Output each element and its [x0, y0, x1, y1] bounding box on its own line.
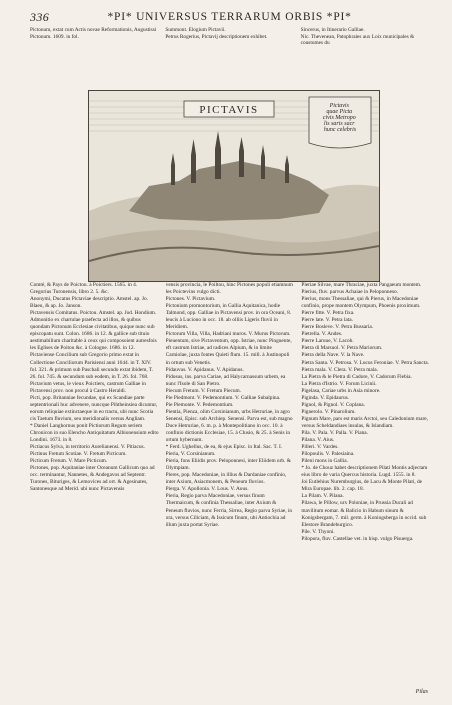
page-number: 336: [30, 9, 50, 24]
entry: Pictaviense Concilium sub Gregorio primo extat in Collectione Conciliorum Parisiensi anni 1644. in T. XIV. fol. 321. & primum sub Paschali secundo extat ibidem, T. 26. fol. 745. & secundum sub eodem, in T. 26. fol. 768.: [30, 352, 154, 380]
text-column-middle: [166, 282, 295, 692]
entry: La Pietra & le Pietra di Cadore, V. Cadorum Flebia.: [301, 373, 412, 380]
entry: Pieuentum, sive Pictaventum, opp. Istriae, nunc Pinguente, eft castrum Istriae, ad radices Alpium, & in limite Carniolae, juxta fontes Quieti flum. 15. mill. à Justinopoli in ortum sub Venetis.: [165, 338, 292, 366]
entry: Pietrella. V. Andes.: [301, 331, 343, 338]
engraving-banner-text: PICTAVIS: [199, 104, 259, 116]
entry: Pilana. V. Aius.: [301, 437, 335, 444]
city-engraving-illustration: [88, 90, 380, 282]
entry: Picticum Fretum. V. Mare Picticum.: [30, 458, 108, 465]
entry: La Pietra d'Istrio. V. Forum Licinii.: [301, 380, 377, 387]
entry: Pieria, V. Corsinianum.: [165, 451, 216, 458]
entry: Pila. V. Pala. V. Palla. V. Piana.: [301, 429, 368, 436]
entry: Pierre fitte. V. Petra fixa.: [301, 310, 355, 317]
entry: Pieria, Regio parva Macedoniae, versus finum Thermaicum, & confinia Thessaliae, inter Axium & Peneum fluvios, nunc Ferria, Sirrea, Regio parva Syriae, in ora, versus Ciliciam, & Issicum finum, ubi Antiochia ad illum juxta portat Syriae.: [165, 493, 293, 528]
entry: Gregorius Turonensis, libro 2. 5. &c.: [30, 289, 109, 296]
body-text-columns: [30, 282, 430, 692]
entry: Pictavium vetus, le vieux Poictiers, castrum Galliae in Pictavensi prov. non procul à Castro Heraldi.: [30, 380, 146, 394]
text-column-left: [30, 282, 159, 692]
running-title: *PI* UNIVERSUS TERRARUM ORBIS *PI*: [107, 11, 352, 23]
entry: Pignerolo. V. Pinarolium.: [301, 408, 356, 415]
entry: Pieriae Silvae, mare Thraciae, juxta Pangaeum montem.: [301, 282, 422, 288]
top-text-columns: [30, 27, 430, 55]
text-column-right: [301, 282, 430, 692]
entry: Pileni mons in Gallia.: [301, 458, 348, 465]
entry: Pilopoulis. V. Palesiaina.: [301, 451, 355, 458]
entry: Piecum Fretum. V. Fretum Piecum.: [165, 387, 242, 394]
top-column-right: Sincerus, in Itinerario Galliae. Nic. Thevenean, Patophraies aux Loix municipales & coustumes du: [300, 27, 415, 47]
page-header: [30, 9, 430, 25]
entry: Pidauvus. V. Apidanus. V. Apidanus.: [165, 366, 244, 373]
entry: Pierga. V. Apollonia. V. Lous. V. Aous.: [165, 486, 249, 493]
entry: Pieria, fons Eliidis prov. Peloponnesi, inter Eliidem urb. & Olympiam.: [165, 458, 291, 472]
entry: * Daniel Langhornus ponit Pictiorum Regum seriem Chronicon in suo Elencho Antiquitatum Albionensium edito Londini. 1673. in 8.: [30, 422, 159, 444]
entry: Pierre Bosleve. V. Petra Bussaria.: [301, 324, 374, 331]
engraving-svg: [89, 91, 379, 281]
entry: Pie Piedmont. V. Pedemontium. V. Galliae Subalpina.: [165, 394, 281, 401]
entry: Pile. V. Thyoni.: [301, 528, 335, 535]
entry: Comté, & Pays de Poictou. à Poictiers. 1565. in 4.: [30, 282, 138, 288]
entry: Pilawa, le Pillow, urx Poloniae, in Prussia Ducali ad mavilitum eomar. & Balicio in Habum sinum & Konigsbergam, 7. mil. germ. à Koniogsberga in occid. sub Elestore Brandeburgico.: [301, 500, 427, 528]
entry: * Jo. de Chouz habet descriptionem Pilati Montis adjectam eius libro de varia Quercus historia. Lugd. 1555. in 8.: [301, 465, 428, 479]
entry: Pictones, pop. Aquitaniae inter Oceanum Gallicum quo ad occ. terminantur, Nannetes, & Andegavos ad Septentr. Turones, Bituriges, & Lemovices ad ort. & Agesinates, Santonesque ad Merid. ubi nunc Pictavensis: [30, 465, 155, 493]
entry: Pignol, & Pignol. V. Coplana.: [301, 401, 365, 408]
entry: Pigelasa, Cariae urbs in Asia minore.: [301, 387, 381, 394]
entry: vensis provincia, le Poiltou, hinc Pictones populi etiamnum les Poictevins vulgo dicti.: [165, 282, 293, 296]
entry: Pierre late. V. Petra lata.: [301, 317, 353, 324]
entry: Pilopora, fluv. Castellae vet. in hisp. vulgo Pisuerga.: [301, 535, 414, 542]
top-column-middle: Summont. Elogium Pictavii. Petrus Rogerius, Pictavij descriptionem exhibet.: [165, 27, 268, 40]
entry: Pierius, fluv. parvus Achaiae in Peloponneso.: [301, 289, 399, 296]
entry: Pictavensis Comitatus. Poictou. Amstel. ap. Jod. Hondium.: [30, 310, 157, 317]
entry: Joi Eutlehius Nuremburgius, de Lacu & Monte Pilati, de Mira Europae. lib. 2. cap. 18.: [301, 479, 423, 493]
entry: Pidosus, ins. parva Cariae, ad Halycarnassum urbem, ea nunc l'Isole di San Pietro.: [165, 373, 286, 387]
entry: Pieres, pop. Macedoniae, in illius & Dardaniae confinio, inter Axium, Asiacmonem, & Peneum fluvios.: [165, 472, 287, 486]
entry: Pie Piemonte. V. Pedemontium.: [165, 401, 234, 408]
entry: Piginda. V. Epidaurus.: [301, 394, 350, 401]
entry: Picti, pop. Britanniae fecundae, qui ex Scandiae parte septentrionali huc advenere, nuncque Pihtheinsiea dicuntur, eorum reliquiae extinctaeque in eo tractu, ubi nunc Scotia cis Taetum fluvium, seu meridionalis versus Angliam.: [30, 394, 158, 422]
entry: Pictonium promontorium, in Gallia Aquitanica, hodie Talmond, opp. Galliae in Pictavensi prov. in ora Oceani, 8. leucis à Luciono in occ. 18. ab olliis Ligeris fluvii in Meridiem.: [165, 303, 292, 331]
catchword: Pilas: [415, 689, 428, 695]
entry: Pilleri. V. Vardes.: [301, 444, 339, 451]
entry: Pictiacus Sylva, in territorio Aurelianensi. V. Pitiacus.: [30, 444, 145, 451]
entry: Pictorum Villa, Villa, Hadriani muros. V. Murus Pictorum.: [165, 331, 291, 338]
entry: Pierre Laruue, V. Lacob.: [301, 338, 354, 345]
entry: Pietra mala. V. Clera. V. Petra mala.: [301, 366, 378, 373]
entry: Anonymi, Ducatus Pictaviae descriptio. Amstel. ap. Jo. Blaeu, & ap. Jo. Janson.: [30, 296, 148, 310]
top-column-left: Pictonum, extat cum Actis novae Reformationis, Augustissi Pictonum. 1609. in fol.: [30, 27, 157, 40]
entry: Pietra Santa. V. Petrosa. V. Lucus Feroniae. V. Petra Sancta.: [301, 359, 429, 366]
entry: Pierius, mons Thessaliae, qui & Pierus, in Macedoniae confinio, prope montem Olympum, Phoenis proximum.: [301, 296, 421, 310]
entry: Pictinus Fretum Scotiae. V. Fretum Picticum.: [30, 451, 127, 458]
entry: Pietra di Marsuol. V. Petra Mariorum.: [301, 345, 383, 352]
entry: Pictones. V. Pictavium.: [165, 296, 216, 303]
entry: La Pilam. V. Pilana.: [301, 493, 344, 500]
entry: * Ferd. Ughellus, de ea, & ejus Episc. in Ital. Sac. T. I.: [165, 444, 283, 451]
entry: Admonitio ex chartulae praefecta ad illos, & quibus quondam Pictonum Ecclesiae civitatibus, quique nunc sub episcopatu sunt. Colon. 1686. in 12. & gallice sub tituio aestimabilium charitable à ceux qui composoient autresfois les Eglises de Poitou &c. à Cologne. 1686. in 12.: [30, 317, 157, 352]
entry: Pietra della Nave. V. la Nave.: [301, 352, 365, 359]
entry: Pientia, Pienza, olim Corsinianum, urbs Hetruriae, in agro Senensi, Episc. sub Archiep. Senensi. Parva est, sub magno Duce Hetruriae, 6. m. p. à Montepolitiano in occ. 10. à confinio dictionis Ecclesiae, 15. à Clusio, & 25. à Senis in ortum hybernum.: [165, 408, 293, 444]
engraving-cartouche-text: Pictavis quae Picta civis Metropo lis saris sacr hunc celebris: [322, 103, 357, 133]
entry: Pignum Mare, pars est maris Arctoi, seu Caledonium mare, versus Scheldandiaes insulas, & Islandiam.: [301, 415, 428, 429]
